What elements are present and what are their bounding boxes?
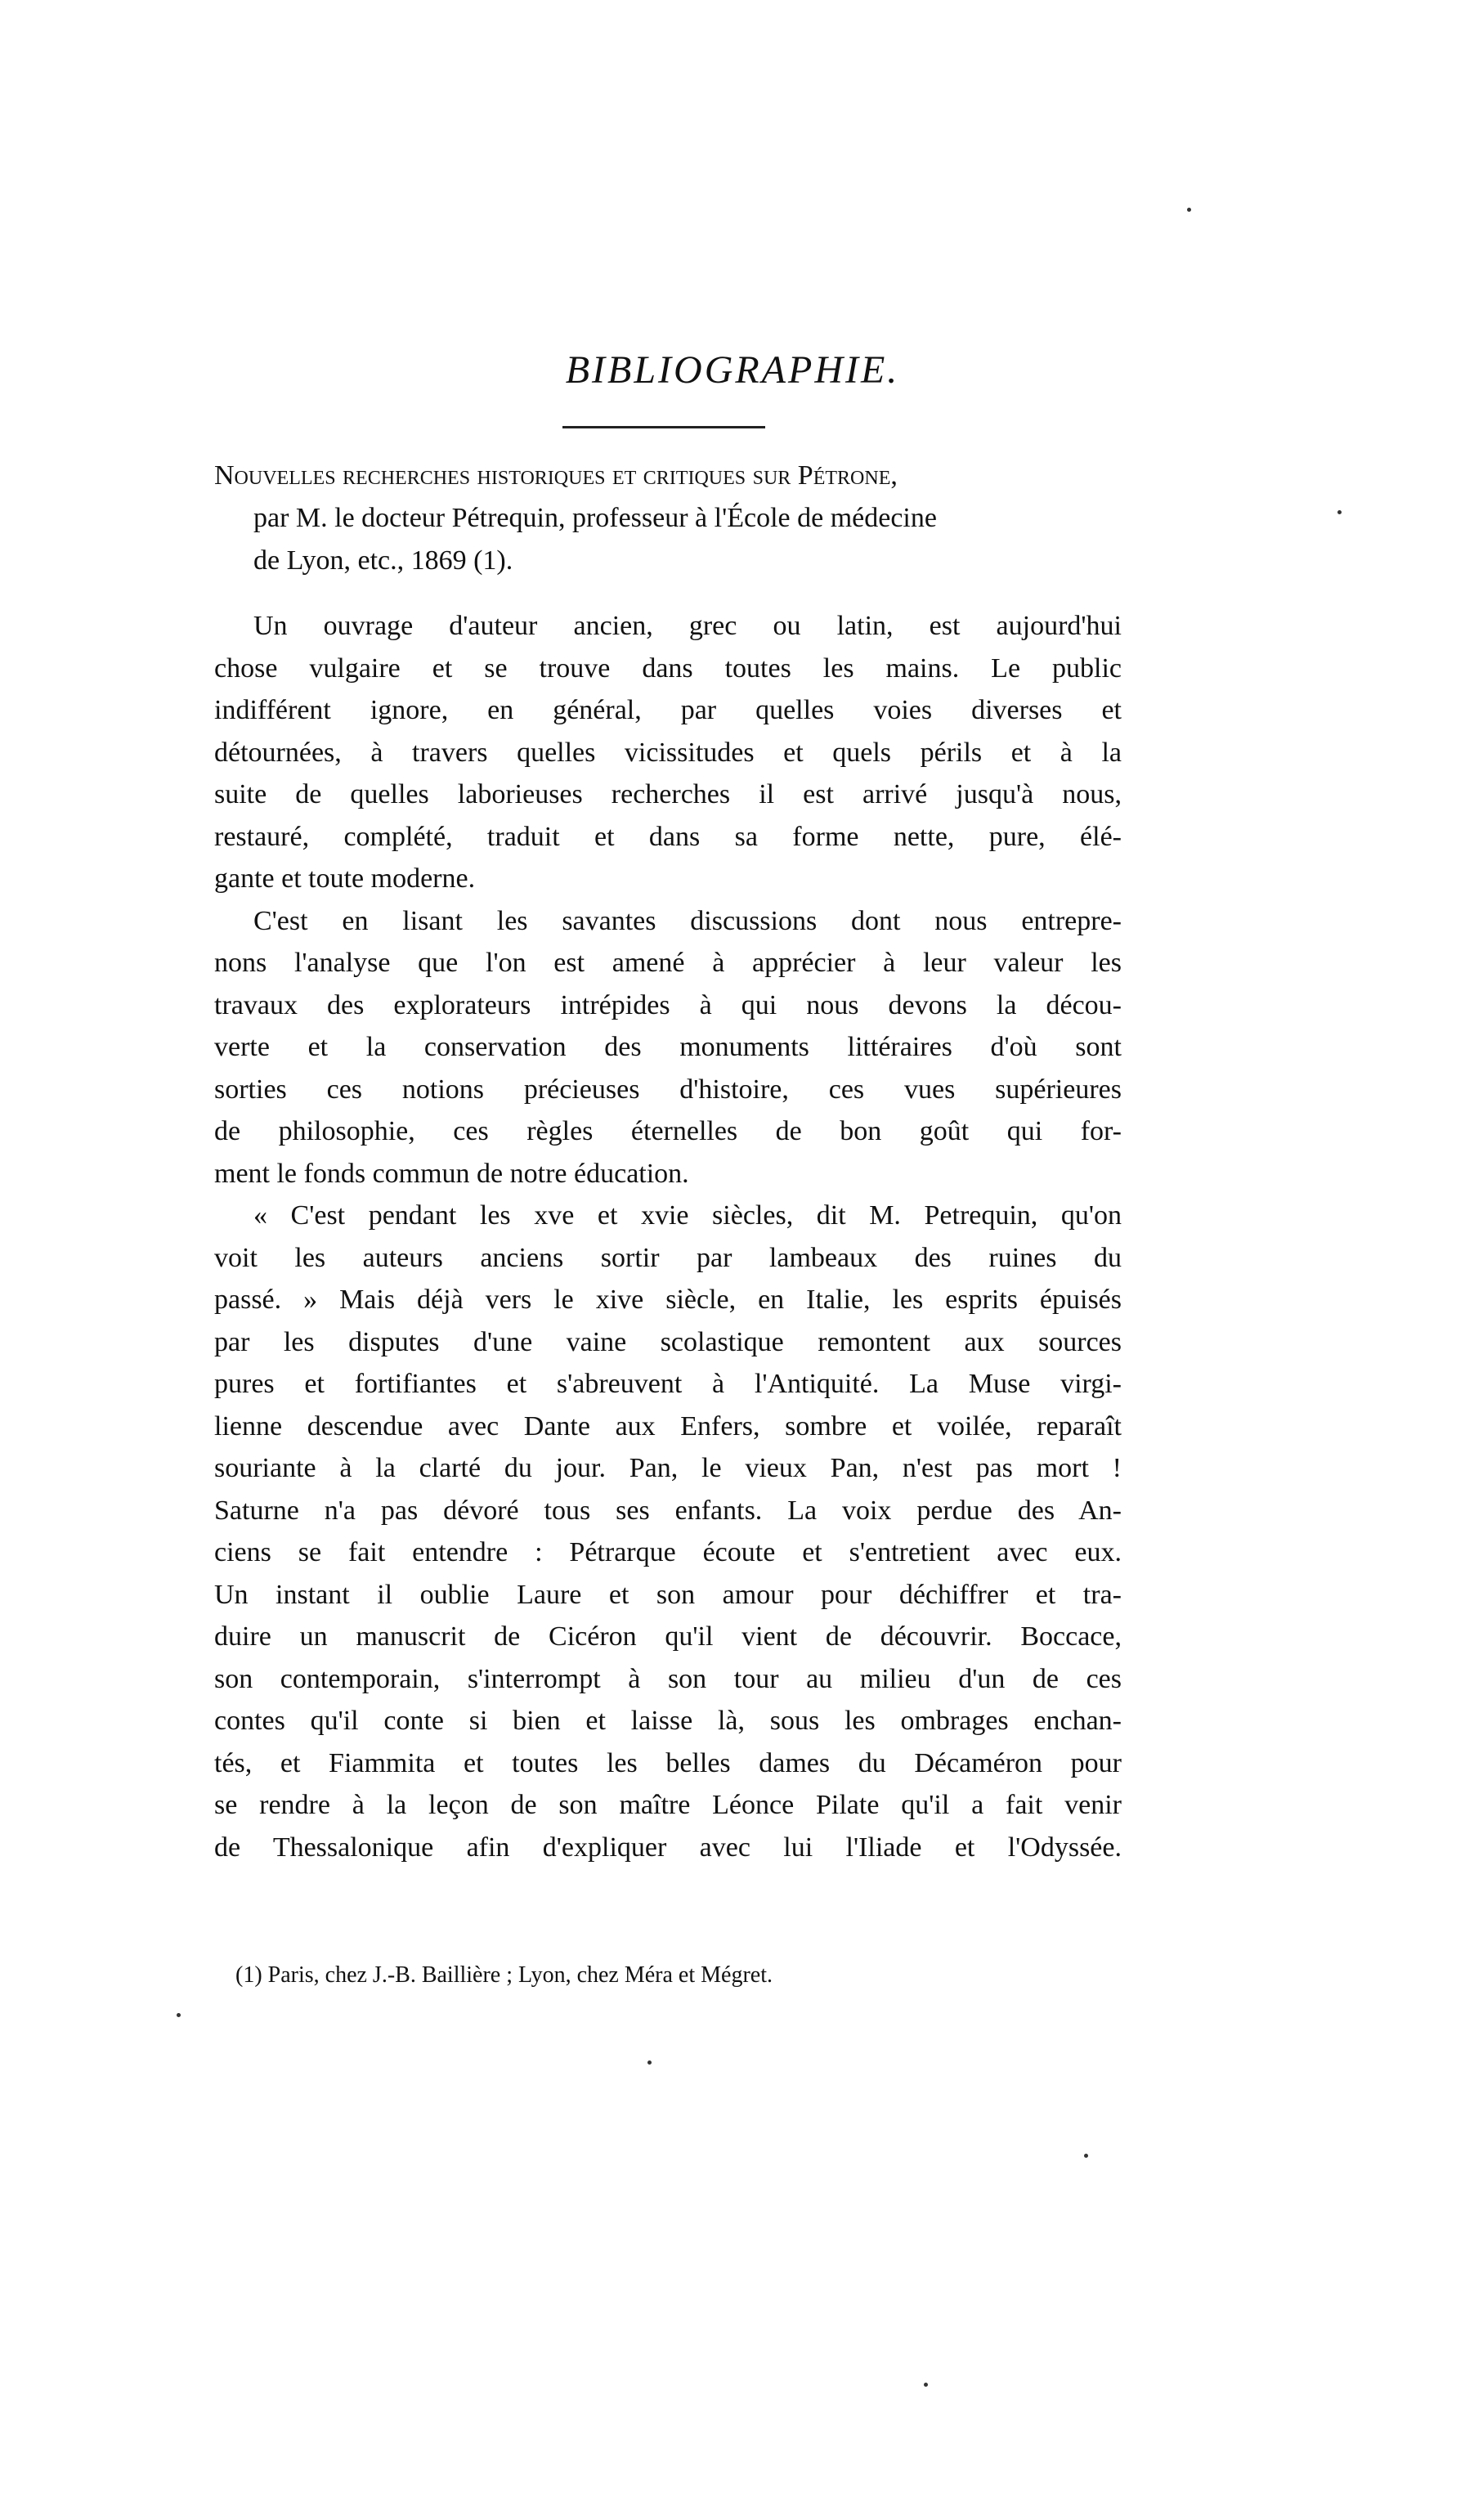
bibliographic-entry [214, 455, 1138, 582]
text-line: chose vulgaire et se trouve dans toutes les mains. Le public [214, 652, 1122, 684]
paper-speck [1187, 208, 1191, 212]
text-line: de philosophie, ces règles éternelles de bon goût qui for- [214, 1116, 1122, 1146]
text-line: pures et fortifiantes et s'abreuvent à l'Antiquité. La Muse virgi- [214, 1369, 1122, 1399]
text-line: Un instant il oublie Laure et son amour pour déchiffrer et tra- [214, 1579, 1122, 1610]
paragraph-3 [214, 1195, 1122, 1868]
text-line: « C'est pendant les xve et xvie siècles, dit M. Petrequin, qu'on [253, 1200, 1122, 1231]
text-line: suite de quelles laborieuses recherches il est arrivé jusqu'à nous, [214, 779, 1122, 809]
paragraph-1 [214, 605, 1122, 900]
heading-rule [562, 426, 765, 428]
section-heading: BIBLIOGRAPHIE. [565, 348, 900, 392]
paper-speck [1337, 510, 1342, 514]
text-line: C'est en lisant les savantes discussions dont nous entrepre- [253, 905, 1122, 936]
text-line: détournées, à travers quelles vicissitudes et quels périls et à la [214, 737, 1122, 768]
text-line: souriante à la clarté du jour. Pan, le vieux Pan, n'est pas mort ! [214, 1453, 1122, 1483]
text-line: voit les auteurs anciens sortir par lambeaux des ruines du [214, 1242, 1122, 1273]
paper-speck [1084, 2154, 1088, 2158]
text-line: Saturne n'a pas dévoré tous ses enfants. La voix perdue des An- [214, 1495, 1122, 1526]
text-line: de Thessalonique afin d'expliquer avec lui l'Iliade et l'Odyssée. [214, 1832, 1122, 1863]
text-line: ciens se fait entendre : Pétrarque écoute et s'entretient avec eux. [214, 1537, 1122, 1567]
text-line: lienne descendue avec Dante aux Enfers, sombre et voilée, reparaît [214, 1410, 1122, 1442]
paper-speck [177, 2013, 181, 2017]
footnote: (1) Paris, chez J.-B. Baillière ; Lyon, chez Méra et Mégret. [235, 1962, 773, 1988]
text-line: contes qu'il conte si bien et laisse là, sous les ombrages enchan- [214, 1706, 1122, 1736]
text-line: restauré, complété, traduit et dans sa forme nette, pure, élé- [214, 821, 1122, 852]
paper-speck [924, 2383, 928, 2387]
text-line: travaux des explorateurs intrépides à qui nous devons la décou- [214, 989, 1122, 1020]
entry-publication-line: de Lyon, etc., 1869 (1). [253, 545, 513, 576]
body-text [214, 605, 1122, 1868]
text-line: son contemporain, s'interrompt à son tour au milieu d'un de ces [214, 1663, 1122, 1694]
text-line: par les disputes d'une vaine scolastique remontent aux sources [214, 1326, 1122, 1357]
text-line: se rendre à la leçon de son maître Léonce Pilate qu'il a fait venir [214, 1790, 1122, 1820]
entry-title-line: Nouvelles recherches historiques et critiques sur Pétrone, [214, 460, 898, 491]
entry-author-line: par M. le docteur Pétrequin, professeur à l'École de médecine [253, 503, 937, 533]
text-line: tés, et Fiammita et toutes les belles dames du Décaméron pour [214, 1747, 1122, 1778]
text-line: gante et toute moderne. [214, 863, 476, 894]
text-line: duire un manuscrit de Cicéron qu'il vient de découvrir. Boccace, [214, 1621, 1122, 1652]
text-line: Un ouvrage d'auteur ancien, grec ou latin, est aujourd'hui [253, 611, 1122, 641]
text-line: verte et la conservation des monuments littéraires d'où sont [214, 1032, 1122, 1062]
text-line: nons l'analyse que l'on est amené à apprécier à leur valeur les [214, 948, 1122, 978]
text-line: passé. » Mais déjà vers le xive siècle, en Italie, les esprits épuisés [214, 1285, 1122, 1315]
text-line: sorties ces notions précieuses d'histoire, ces vues supérieures [214, 1074, 1122, 1105]
text-line: ment le fonds commun de notre éducation. [214, 1158, 689, 1189]
paragraph-2 [214, 900, 1122, 1195]
paper-speck [647, 2060, 652, 2065]
text-line: indifférent ignore, en général, par quelles voies diverses et [214, 695, 1122, 725]
